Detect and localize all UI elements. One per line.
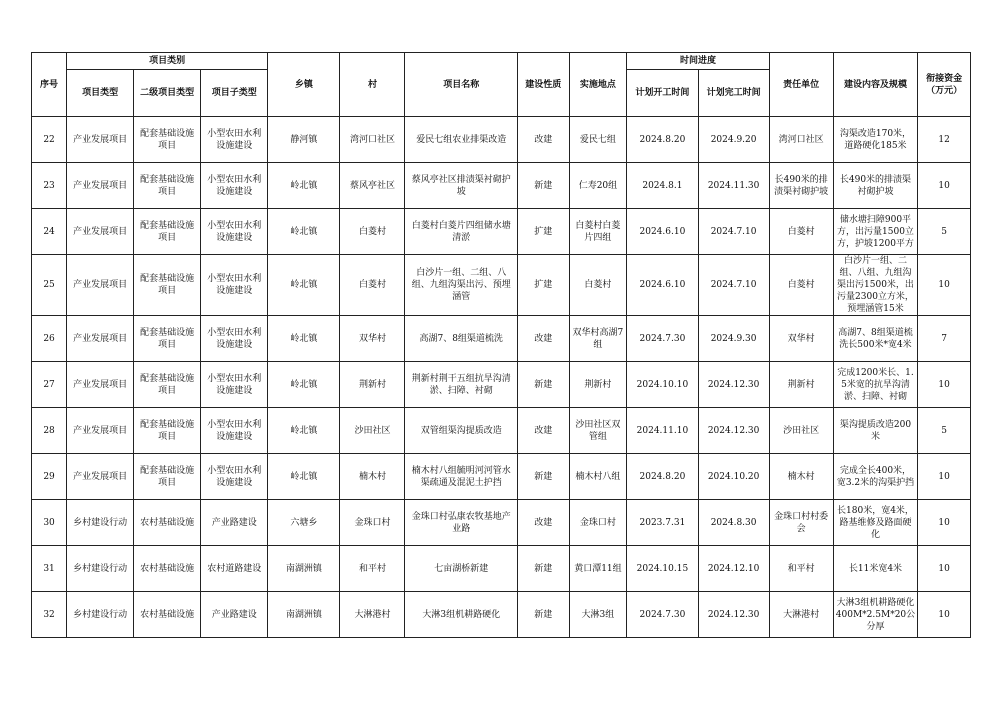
cell-content: 长180米，宽4米，路基维修及路面硬化: [833, 500, 918, 546]
cell-location: 仁寿20组: [569, 163, 627, 209]
col-header-nature: 建设性质: [517, 53, 569, 117]
cell-start: 2024.10.15: [627, 546, 698, 592]
cell-village: 白菱村: [340, 255, 405, 316]
table-row: [32, 500, 971, 546]
cell-project-name: 白沙片一组、二组、八组、九组沟渠出污、预埋涵管: [405, 255, 517, 316]
cell-second-level-type: 配套基础设施项目: [134, 408, 201, 454]
cell-seq: 29: [32, 454, 67, 500]
cell-town: 南湖洲镇: [268, 546, 340, 592]
cell-funds: 10: [918, 592, 971, 638]
cell-sub-type: 小型农田水利设施建设: [201, 209, 268, 255]
col-header-project-type: 项目类型: [67, 70, 134, 117]
cell-start: 2024.6.10: [627, 209, 698, 255]
cell-project-type: 产业发展项目: [67, 163, 134, 209]
cell-project-name: 爱民七组农业排渠改造: [405, 117, 517, 163]
cell-seq: 25: [32, 255, 67, 316]
cell-project-type: 产业发展项目: [67, 117, 134, 163]
table-row: [32, 546, 971, 592]
cell-responsible: 和平村: [769, 546, 833, 592]
col-header-funds: 衔接资金（万元）: [918, 53, 971, 117]
cell-town: 岭北镇: [268, 316, 340, 362]
cell-project-type: 产业发展项目: [67, 316, 134, 362]
cell-sub-type: 产业路建设: [201, 592, 268, 638]
cell-town: 静河镇: [268, 117, 340, 163]
cell-seq: 26: [32, 316, 67, 362]
cell-end: 2024.12.30: [698, 408, 769, 454]
cell-responsible: 湾河口社区: [769, 117, 833, 163]
cell-responsible: 大淋港村: [769, 592, 833, 638]
cell-location: 楠木村八组: [569, 454, 627, 500]
cell-nature: 新建: [517, 362, 569, 408]
cell-responsible: 双华村: [769, 316, 833, 362]
col-header-responsible: 责任单位: [769, 53, 833, 117]
cell-content: 白沙片一组、二组、八组、九组沟渠出污1500米，出污量2300立方米，预埋涵管15米: [833, 255, 918, 316]
col-header-end: 计划完工时间: [698, 70, 769, 117]
cell-village: 荆新村: [340, 362, 405, 408]
cell-start: 2024.6.10: [627, 255, 698, 316]
cell-town: 六塘乡: [268, 500, 340, 546]
cell-content: 渠沟提质改造200米: [833, 408, 918, 454]
cell-village: 大淋港村: [340, 592, 405, 638]
cell-location: 沙田社区双管组: [569, 408, 627, 454]
col-header-schedule-group: 时间进度: [627, 53, 769, 70]
cell-content: 高湖7、8组渠道梳洗长500米*宽4米: [833, 316, 918, 362]
cell-project-name: 荆新村荆干五组抗旱沟清淤、扫障、衬砌: [405, 362, 517, 408]
cell-second-level-type: 农村基础设施: [134, 592, 201, 638]
cell-nature: 扩建: [517, 255, 569, 316]
cell-funds: 10: [918, 255, 971, 316]
cell-responsible: 白菱村: [769, 255, 833, 316]
col-header-project-name: 项目名称: [405, 53, 517, 117]
cell-funds: 10: [918, 500, 971, 546]
cell-seq: 32: [32, 592, 67, 638]
cell-content: 长490米的排渍渠衬砌护坡: [833, 163, 918, 209]
table-row: [32, 117, 971, 163]
cell-location: 金珠口村: [569, 500, 627, 546]
cell-nature: 改建: [517, 117, 569, 163]
cell-project-type: 产业发展项目: [67, 209, 134, 255]
col-header-content: 建设内容及规模: [833, 53, 918, 117]
cell-funds: 10: [918, 454, 971, 500]
cell-nature: 改建: [517, 500, 569, 546]
table-row: [32, 316, 971, 362]
table-row: [32, 163, 971, 209]
table-row: [32, 592, 971, 638]
cell-content: 大淋3组机耕路硬化400M*2.5M*20公分厚: [833, 592, 918, 638]
table-row: [32, 209, 971, 255]
table-row: [32, 408, 971, 454]
cell-funds: 7: [918, 316, 971, 362]
cell-town: 岭北镇: [268, 362, 340, 408]
cell-start: 2024.10.10: [627, 362, 698, 408]
cell-village: 湾河口社区: [340, 117, 405, 163]
cell-start: 2024.11.10: [627, 408, 698, 454]
cell-content: 沟渠改造170米，道路硬化185米: [833, 117, 918, 163]
cell-nature: 改建: [517, 316, 569, 362]
cell-second-level-type: 配套基础设施项目: [134, 316, 201, 362]
cell-nature: 改建: [517, 408, 569, 454]
cell-location: 爱民七组: [569, 117, 627, 163]
cell-location: 荆新村: [569, 362, 627, 408]
cell-responsible: 金珠口村村委会: [769, 500, 833, 546]
cell-responsible: 楠木村: [769, 454, 833, 500]
cell-sub-type: 产业路建设: [201, 500, 268, 546]
cell-second-level-type: 配套基础设施项目: [134, 362, 201, 408]
cell-second-level-type: 配套基础设施项目: [134, 117, 201, 163]
project-table: [31, 52, 971, 638]
cell-sub-type: 小型农田水利设施建设: [201, 408, 268, 454]
cell-start: 2024.8.20: [627, 454, 698, 500]
cell-project-name: 大淋3组机耕路硬化: [405, 592, 517, 638]
col-header-sub-type: 项目子类型: [201, 70, 268, 117]
cell-village: 金珠口村: [340, 500, 405, 546]
cell-project-name: 高湖7、8组渠道梳洗: [405, 316, 517, 362]
cell-start: 2024.7.30: [627, 592, 698, 638]
cell-seq: 27: [32, 362, 67, 408]
col-header-location: 实施地点: [569, 53, 627, 117]
cell-project-type: 产业发展项目: [67, 362, 134, 408]
cell-second-level-type: 配套基础设施项目: [134, 454, 201, 500]
cell-nature: 新建: [517, 454, 569, 500]
col-header-town: 乡镇: [268, 53, 340, 117]
cell-seq: 30: [32, 500, 67, 546]
cell-end: 2024.12.10: [698, 546, 769, 592]
cell-location: 白菱村白菱片四组: [569, 209, 627, 255]
cell-town: 岭北镇: [268, 209, 340, 255]
cell-project-type: 产业发展项目: [67, 255, 134, 316]
cell-content: 储水塘扫障900平方，出污量1500立方，护坡1200平方: [833, 209, 918, 255]
cell-start: 2023.7.31: [627, 500, 698, 546]
cell-project-name: 金珠口村弘康农牧基地产业路: [405, 500, 517, 546]
cell-responsible: 长490米的排渍渠衬砌护坡: [769, 163, 833, 209]
cell-second-level-type: 农村基础设施: [134, 500, 201, 546]
cell-seq: 24: [32, 209, 67, 255]
cell-town: 岭北镇: [268, 408, 340, 454]
cell-village: 沙田社区: [340, 408, 405, 454]
cell-location: 双华村高湖7组: [569, 316, 627, 362]
cell-second-level-type: 配套基础设施项目: [134, 255, 201, 316]
cell-start: 2024.8.1: [627, 163, 698, 209]
cell-location: 白菱村: [569, 255, 627, 316]
cell-project-type: 乡村建设行动: [67, 546, 134, 592]
table-row: [32, 362, 971, 408]
cell-town: 岭北镇: [268, 255, 340, 316]
cell-funds: 12: [918, 117, 971, 163]
cell-town: 岭北镇: [268, 454, 340, 500]
cell-village: 蔡风亭社区: [340, 163, 405, 209]
cell-project-type: 产业发展项目: [67, 408, 134, 454]
cell-end: 2024.12.30: [698, 592, 769, 638]
cell-content: 完成全长400米，宽3.2米的沟渠护挡: [833, 454, 918, 500]
cell-nature: 新建: [517, 163, 569, 209]
cell-nature: 扩建: [517, 209, 569, 255]
col-header-second-level-type: 二级项目类型: [134, 70, 201, 117]
cell-end: 2024.9.20: [698, 117, 769, 163]
cell-sub-type: 小型农田水利设施建设: [201, 362, 268, 408]
cell-sub-type: 小型农田水利设施建设: [201, 255, 268, 316]
table-row: [32, 454, 971, 500]
cell-town: 岭北镇: [268, 163, 340, 209]
cell-sub-type: 小型农田水利设施建设: [201, 117, 268, 163]
cell-village: 和平村: [340, 546, 405, 592]
cell-project-name: 蔡风亭社区排渍渠衬砌护坡: [405, 163, 517, 209]
cell-end: 2024.7.10: [698, 209, 769, 255]
cell-responsible: 荆新村: [769, 362, 833, 408]
cell-location: 大淋3组: [569, 592, 627, 638]
cell-project-type: 乡村建设行动: [67, 592, 134, 638]
cell-project-name: 白菱村白菱片四组储水塘清淤: [405, 209, 517, 255]
cell-funds: 5: [918, 209, 971, 255]
cell-sub-type: 农村道路建设: [201, 546, 268, 592]
cell-end: 2024.7.10: [698, 255, 769, 316]
col-header-start: 计划开工时间: [627, 70, 698, 117]
col-header-village: 村: [340, 53, 405, 117]
cell-seq: 28: [32, 408, 67, 454]
cell-start: 2024.7.30: [627, 316, 698, 362]
cell-village: 白菱村: [340, 209, 405, 255]
col-header-category-group: 项目类别: [67, 53, 268, 70]
cell-village: 双华村: [340, 316, 405, 362]
cell-end: 2024.10.20: [698, 454, 769, 500]
cell-content: 长11米宽4米: [833, 546, 918, 592]
cell-location: 黄口潭11组: [569, 546, 627, 592]
cell-responsible: 沙田社区: [769, 408, 833, 454]
cell-village: 楠木村: [340, 454, 405, 500]
cell-second-level-type: 农村基础设施: [134, 546, 201, 592]
cell-seq: 31: [32, 546, 67, 592]
cell-project-name: 双管组渠沟提质改造: [405, 408, 517, 454]
cell-project-type: 产业发展项目: [67, 454, 134, 500]
cell-nature: 新建: [517, 546, 569, 592]
cell-end: 2024.12.30: [698, 362, 769, 408]
cell-sub-type: 小型农田水利设施建设: [201, 316, 268, 362]
cell-project-type: 乡村建设行动: [67, 500, 134, 546]
cell-sub-type: 小型农田水利设施建设: [201, 163, 268, 209]
cell-funds: 10: [918, 163, 971, 209]
cell-sub-type: 小型农田水利设施建设: [201, 454, 268, 500]
cell-second-level-type: 配套基础设施项目: [134, 163, 201, 209]
cell-seq: 23: [32, 163, 67, 209]
col-header-seq: 序号: [32, 53, 67, 117]
cell-seq: 22: [32, 117, 67, 163]
table-row: [32, 255, 971, 316]
cell-responsible: 白菱村: [769, 209, 833, 255]
cell-end: 2024.9.30: [698, 316, 769, 362]
cell-funds: 10: [918, 546, 971, 592]
cell-nature: 新建: [517, 592, 569, 638]
cell-project-name: 楠木村八组毓明河河管水渠疏通及混泥土护挡: [405, 454, 517, 500]
cell-funds: 10: [918, 362, 971, 408]
cell-town: 南湖洲镇: [268, 592, 340, 638]
cell-end: 2024.11.30: [698, 163, 769, 209]
cell-end: 2024.8.30: [698, 500, 769, 546]
cell-project-name: 七亩湖桥新建: [405, 546, 517, 592]
cell-content: 完成1200米长、1.5米宽的抗旱沟清淤、扫障、衬砌: [833, 362, 918, 408]
cell-start: 2024.8.20: [627, 117, 698, 163]
cell-second-level-type: 配套基础设施项目: [134, 209, 201, 255]
cell-funds: 5: [918, 408, 971, 454]
